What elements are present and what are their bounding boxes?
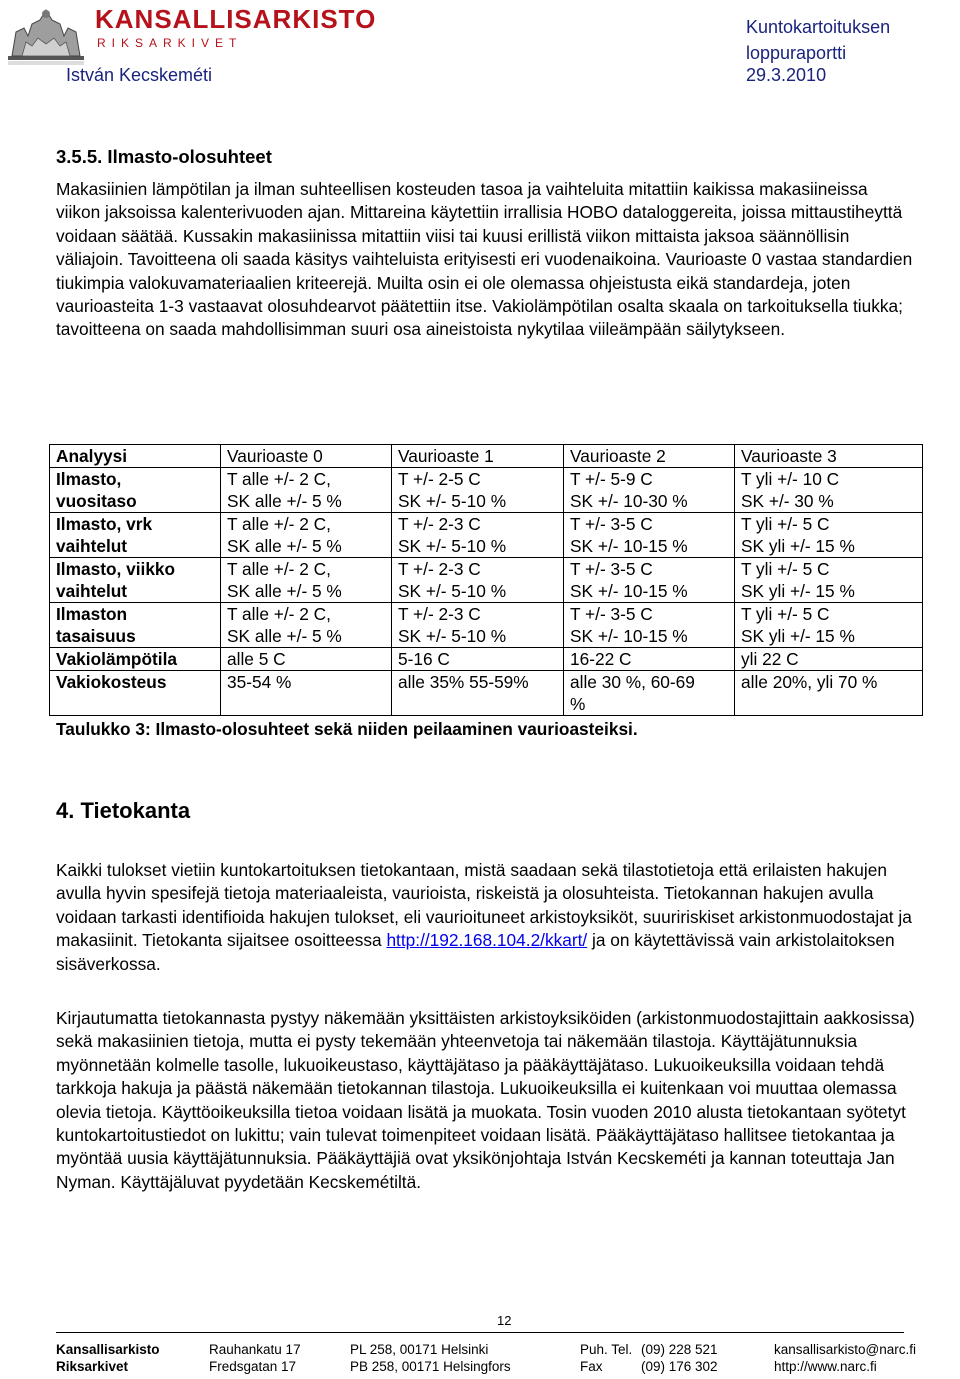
table-cell: T yli +/- 5 C SK yli +/- 15 % [735,513,923,558]
header-author: István Kecskeméti [66,65,213,85]
table-header-cell: Analyysi [50,445,221,468]
section-heading-3-5-5: 3.5.5. Ilmasto-olosuhteet [56,146,272,167]
table-cell: alle 30 %, 60-69 % [564,671,735,716]
climate-damage-table [49,444,923,716]
logo-name: KANSALLISARKISTO [95,4,377,34]
table-row [50,468,923,513]
logo-subtitle: RIKSARKIVET [97,36,243,50]
section-heading-4: 4. Tietokanta [56,798,191,823]
table-cell: T +/- 2-5 C SK +/- 5-10 % [392,468,564,513]
footer-fax: (09) 176 302 [641,1359,718,1374]
footer-postbox: PL 258, 00171 Helsinki [350,1342,489,1357]
report-title-line-2: loppuraportti [746,43,847,63]
table-header-cell: Vaurioaste 0 [221,445,392,468]
table-caption: Taulukko 3: Ilmasto-olosuhteet sekä niiden peilaaminen vaurioasteiksi. [56,719,638,739]
table-cell: T yli +/- 10 C SK +/- 30 % [735,468,923,513]
table-cell: T alle +/- 2 C, SK alle +/- 5 % [221,603,392,648]
database-paragraph-1 [56,859,916,976]
database-paragraph-2: Kirjautumatta tietokannasta pystyy näkemään yksittäisten arkistoyksiköiden (arkistonmuodostajittain aakkosissa) sekä makasiinien tietoja, mutta ei pysty tekemään yhteenvetoja tai näkemään tilastoja. Käyttäjätunnuksia myönnetään kolmelle tasolle, lukuoikeustaso, käyttäjätaso ja pääkäyttäjätaso. Lukuoikeuksilla voidaan tehdä tarkkoja hakuja ja päästä näkemään tietokannan tilastoja. Lukuoikeuksilla ei kuitenkaan voi muuttaa olemassa olevia tietoja. Käyttöoikeuksilla tietoa voidaan lisätä ja muokata. Tosin vuoden 2010 alusta tietokantaan syötetyt kuntokartoitustiedot on lukittu; vain tulevat toimenpiteet voidaan lisätä. Pääkäyttäjätaso hallitsee tietokantaa ja myöntää uusia käyttäjätunnuksia. Pääkäyttäjiä ovat yksikönjohtaja István Kecskeméti ja kannan toteuttaja Jan Nyman. Käyttäjäluvat pyydetään Kecskemétiltä. [56,1008,915,1192]
footer-row [56,1341,916,1358]
table-row-label: Ilmasto, vrk vaihtelut [50,513,221,558]
table-cell: T +/- 2-3 C SK +/- 5-10 % [392,603,564,648]
climate-paragraph: Makasiinien lämpötilan ja ilman suhteellisen kosteuden tasoa ja vaihteluita mitattiin kaikissa makasiineissa viikon jaksoissa kalenterivuoden ajan. Mittareina käytettiin irrallisia HOBO dataloggereita, joissa mittaustiheyttä voidaan säätää. Kussakin makasiinissa mitattiin viisi tai kuusi erillistä viikon mittaista jaksoa säännöllisin väliajoin. Tavoitteena oli saada käsitys vaihteluista erityisesti eri vuodenaikoina. Vaurioaste 0 vastaa standardien tiukimpia valokuvamateriaalien kriteerejä. Muilta osin ei ole olemassa ohjeistusta eikä standardeja, joten vaurioasteita 1-3 vastaavat olosuhdearvot päätettiin itse. Vakiolämpötilan osalta skaala on tarkoituksella tiukka; tavoitteena on saada mahdollisimman suuri osa aineistoista nykytilaa viileämpään säilytykseen. [56,179,913,340]
paragraph-text: ja on käytettävissä vain arkistolaitoksen sisäverkossa. [56,930,895,974]
table-cell: alle 5 C [221,648,392,671]
table-cell: T yli +/- 5 C SK yli +/- 15 % [735,558,923,603]
table-header-cell: Vaurioaste 2 [564,445,735,468]
table-row-label: Vakiokosteus [50,671,221,716]
table-row [50,558,923,603]
table-cell: T +/- 2-3 C SK +/- 5-10 % [392,513,564,558]
table-row-label: Vakiolämpötila [50,648,221,671]
header-report-title [746,14,890,66]
table-cell: T yli +/- 5 C SK yli +/- 15 % [735,603,923,648]
table-row-label: Ilmaston tasaisuus [50,603,221,648]
table-header-cell: Vaurioaste 3 [735,445,923,468]
footer-org: Riksarkivet [56,1359,129,1374]
footer-street: Fredsgatan 17 [209,1359,297,1374]
table-cell: T alle +/- 2 C, SK alle +/- 5 % [221,468,392,513]
footer-email: kansallisarkisto@narc.fi [774,1342,917,1357]
table-row [50,513,923,558]
footer-contact [56,1341,916,1375]
table-cell: 5-16 C [392,648,564,671]
footer-divider [56,1332,904,1333]
table-header-cell: Vaurioaste 1 [392,445,564,468]
archive-emblem-icon [2,2,90,66]
footer-website: http://www.narc.fi [774,1359,877,1374]
table-cell: yli 22 C [735,648,923,671]
page-number: 12 [497,1313,512,1328]
report-title-line-1: Kuntokartoituksen [746,17,891,37]
table-cell: T +/- 3-5 C SK +/- 10-15 % [564,513,735,558]
footer-phone: (09) 228 521 [641,1342,718,1357]
table-row [50,671,923,716]
table-header-row [50,445,923,468]
footer-street: Rauhankatu 17 [209,1342,301,1357]
table-cell: 35-54 % [221,671,392,716]
table-row-label: Ilmasto, viikko vaihtelut [50,558,221,603]
table-row-label: Ilmasto, vuositaso [50,468,221,513]
footer-postbox: PB 258, 00171 Helsingfors [350,1359,511,1374]
table-cell: T alle +/- 2 C, SK alle +/- 5 % [221,558,392,603]
table-row [50,648,923,671]
table-row [50,603,923,648]
footer-org: Kansallisarkisto [56,1342,160,1357]
table-cell: T +/- 3-5 C SK +/- 10-15 % [564,603,735,648]
table-cell: T +/- 2-3 C SK +/- 5-10 % [392,558,564,603]
table-cell: alle 20%, yli 70 % [735,671,923,716]
table-cell: T alle +/- 2 C, SK alle +/- 5 % [221,513,392,558]
table-cell: alle 35% 55-59% [392,671,564,716]
header-report-date: 29.3.2010 [746,65,827,85]
footer-fax-label: Fax [580,1359,603,1374]
table-cell: 16-22 C [564,648,735,671]
table-cell: T +/- 3-5 C SK +/- 10-15 % [564,558,735,603]
paragraph-text: Kaikki tulokset vietiin kuntokartoituksen tietokantaan, mistä saadaan sekä tilastotietoja että erilaisten hakujen avulla hyvin spesifejä tietoja materiaaleista, vaurioista, riskeistä ja olosuhteista. Tietokannan hakujen avulla voidaan tarkasti identifioida hakujen tulokset, eli vaurioituneet arkistoyksiköt, suuririskiset arkistonmuodostajat ja makasiinit. Tietokanta sijaitsee osoitteessa [56,860,912,951]
table-cell: T +/- 5-9 C SK +/- 10-30 % [564,468,735,513]
footer-phone-label: Puh. Tel. [580,1342,633,1357]
footer-row [56,1358,916,1375]
database-url-link[interactable]: http://192.168.104.2/kkart/ [386,930,588,951]
